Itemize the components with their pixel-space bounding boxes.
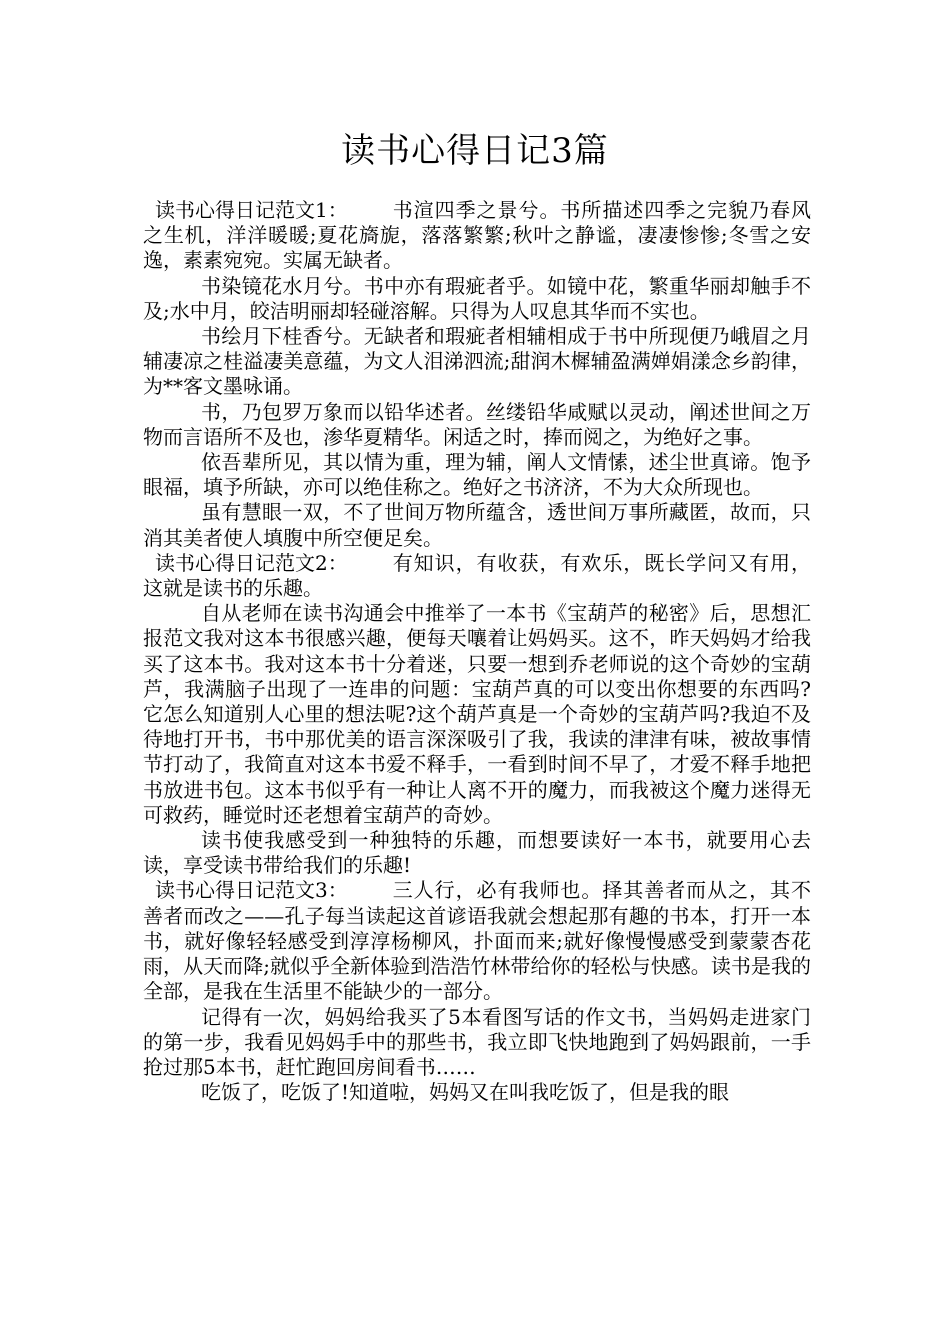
paragraph-2: 书染镜花水月兮。书中亦有瑕疵者乎。如镜中花，繁重华丽却触手不及;水中月，皎洁明丽却轻碰溶解。只得为人叹息其华而不实也。 <box>143 273 811 323</box>
section-label-1: 读书心得日记范文1： <box>155 198 348 222</box>
paragraph-text: 有知识，有收获，有欢乐，既长学问又有用，这就是读书的乐趣。 <box>143 550 811 601</box>
paragraph-text: 三人行，必有我师也。择其善者而从之，其不善者而改之——孔子每当读起这首谚语我就会想起那有趣的书本，打开一本书，就好像轻轻感受到淳淳杨柳风，扑面而来;就好像慢慢感受到蒙蒙杏花雨，从天而降;就似乎全新体验到浩浩竹林带给你的轻松与快感。读书是我的全部，是我在生活里不能缺少的一部分。 <box>143 878 811 1004</box>
paragraph-3: 书绘月下桂香兮。无缺者和瑕疵者相辅相成于书中所现便乃峨眉之月辅凄凉之桂溢凄美意蕴，为文人泪涕泗流;甜润木樨辅盈满婵娟漾念乡韵律，为**客文墨咏诵。 <box>143 324 811 399</box>
section-label-2: 读书心得日记范文2： <box>155 550 348 575</box>
paragraph-5: 依吾辈所见，其以情为重，理为辅，阐人文情愫，述尘世真谛。饱予眼福，填予所缺，亦可以绝佳称之。绝好之书济济，不为大众所现也。 <box>143 450 811 500</box>
paragraph-1 <box>143 198 811 274</box>
paragraph-9: 读书使我感受到一种独特的乐趣，而想要读好一本书，就要用心去读，享受读书带给我们的乐趣! <box>143 828 811 878</box>
section-label-3: 读书心得日记范文3： <box>155 878 348 903</box>
paragraph-4: 书，乃包罗万象而以铅华述者。丝缕铅华咸赋以灵动，阐述世间之万物而言语所不及也，渗华夏精华。闲适之时，捧而阅之，为绝好之事。 <box>143 399 811 449</box>
document-body <box>143 198 811 1105</box>
paragraph-text: 书渲四季之景兮。书所描述四季之完貌乃春风之生机，洋洋暖暖;夏花旖旎，落落繁繁;秋叶之静谧，凄凄惨惨;冬雪之安逸，素素宛宛。实属无缺者。 <box>143 198 811 273</box>
paragraph-7 <box>143 551 811 601</box>
paragraph-11: 记得有一次，妈妈给我买了5本看图写话的作文书，当妈妈走进家门的第一步，我看见妈妈手中的那些书，我立即飞快地跑到了妈妈跟前，一手抢过那5本书，赶忙跑回房间看书…… <box>143 1004 811 1079</box>
paragraph-8: 自从老师在读书沟通会中推举了一本书《宝葫芦的秘密》后，思想汇报范文我对这本书很感兴趣，便每天嚷着让妈妈买。这不，昨天妈妈才给我买了这本书。我对这本书十分着迷，只要一想到乔老师说的这个奇妙的宝葫芦，我满脑子出现了一连串的问题：宝葫芦真的可以变出你想要的东西吗?它怎么知道别人心里的想法呢?这个葫芦真是一个奇妙的宝葫芦吗?我迫不及待地打开书，书中那优美的语言深深吸引了我，我读的津津有味，被故事情节打动了，我简直对这本书爱不释手，一看到时间不早了，才爱不释手地把书放进书包。这本书似乎有一种让人离不开的魔力，而我被这个魔力迷得无可救药，睡觉时还老想着宝葫芦的奇妙。 <box>143 601 811 827</box>
paragraph-12: 吃饭了，吃饭了!知道啦，妈妈又在叫我吃饭了，但是我的眼 <box>201 1080 730 1105</box>
paragraph-6: 虽有慧眼一双，不了世间万物所蕴含，透世间万事所藏匿，故而，只消其美者使人填腹中所空便足矣。 <box>143 500 811 550</box>
document-title: 读书心得日记3篇 <box>341 131 609 171</box>
paragraph-10 <box>143 878 811 1004</box>
